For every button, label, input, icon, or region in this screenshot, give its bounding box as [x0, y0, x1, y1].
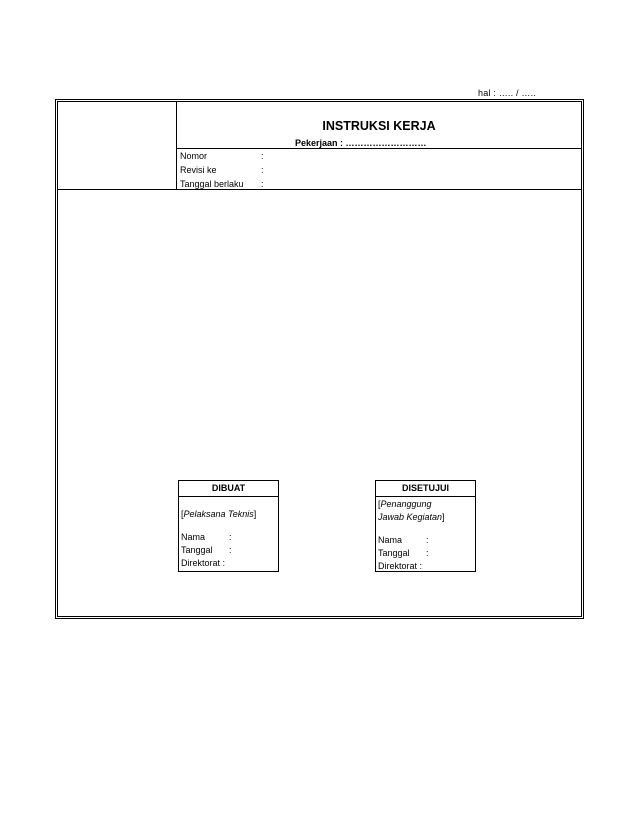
form-header	[58, 102, 581, 190]
signature-box-disetujui	[375, 480, 476, 572]
dibuat-nama: Nama :	[181, 532, 232, 542]
work-instruction-form	[55, 99, 584, 619]
disetujui-role: [Penanggung Jawab Kegiatan]	[378, 499, 445, 522]
meta-tanggal	[177, 177, 581, 191]
dibuat-role: [Pelaksana Teknis]	[181, 509, 257, 519]
dibuat-direktorat: Direktorat :	[181, 558, 226, 568]
logo-cell	[58, 102, 177, 189]
meta-revisi	[177, 163, 581, 177]
meta-nomor	[177, 149, 581, 163]
disetujui-nama: Nama :	[378, 535, 429, 545]
dibuat-heading: DIBUAT	[179, 481, 278, 497]
page-number: hal : ….. / …..	[478, 88, 537, 98]
revisi-colon: :	[261, 165, 264, 175]
disetujui-tanggal: Tanggal :	[378, 548, 429, 558]
nomor-label: Nomor	[180, 151, 208, 161]
form-meta	[177, 148, 581, 191]
disetujui-direktorat: Direktorat :	[378, 561, 423, 571]
revisi-label: Revisi ke	[180, 165, 217, 175]
signature-box-dibuat	[178, 480, 279, 572]
tanggal-berlaku-colon: :	[261, 179, 264, 189]
tanggal-berlaku-label: Tanggal berlaku	[180, 179, 244, 189]
dibuat-tanggal: Tanggal :	[181, 545, 232, 555]
nomor-colon: :	[261, 151, 264, 161]
title-cell	[177, 102, 581, 189]
form-subtitle: Pekerjaan : ………………………	[295, 138, 427, 148]
form-title: INSTRUKSI KERJA	[322, 119, 436, 133]
disetujui-heading: DISETUJUI	[376, 481, 475, 497]
